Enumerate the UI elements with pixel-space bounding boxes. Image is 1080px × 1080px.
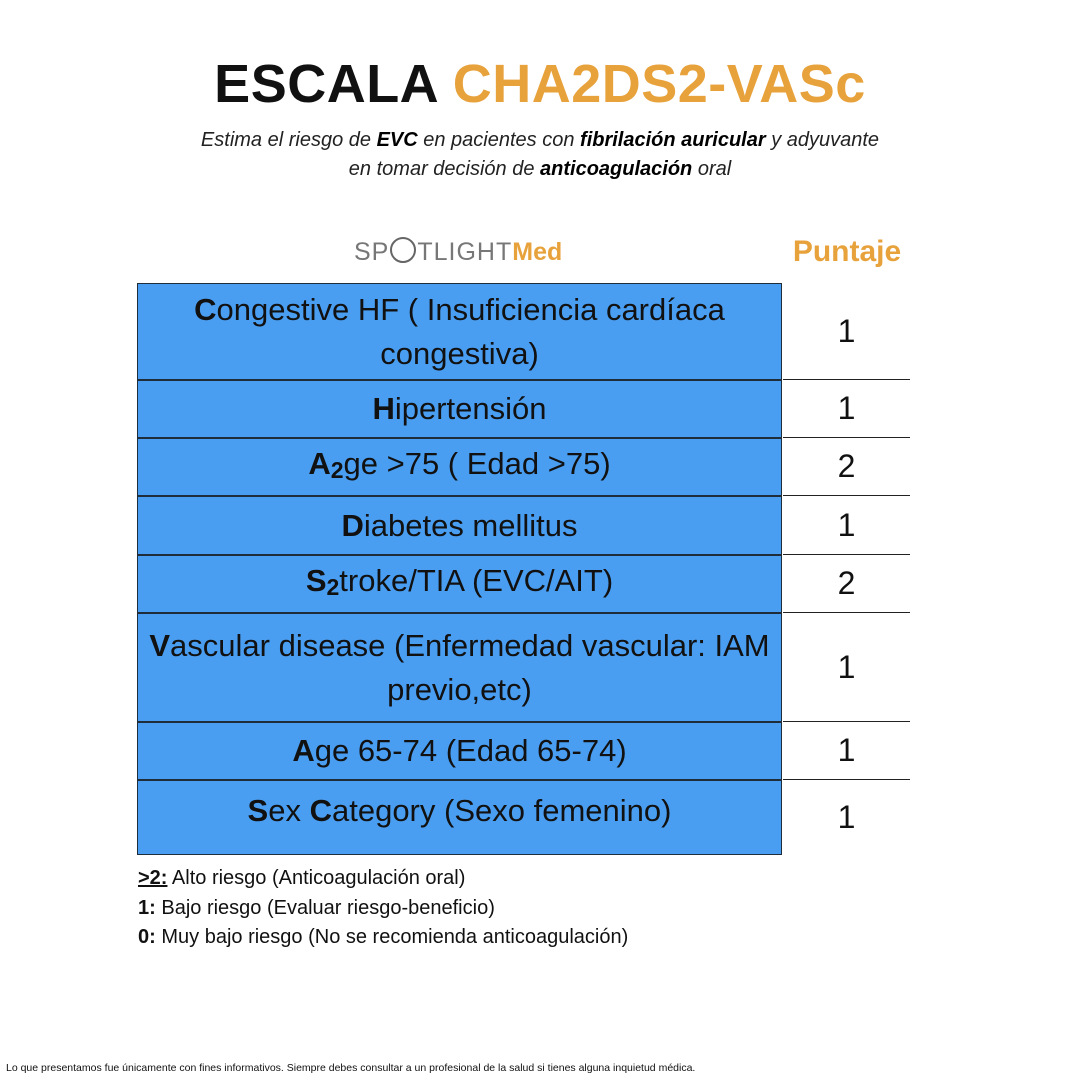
legend-text: Muy bajo riesgo (No se recomienda anticoagulación): [155, 926, 629, 948]
criterion-letter: C: [309, 793, 332, 828]
title-accent: CHA2DS2-VASc: [452, 54, 866, 114]
subtitle-bold: EVC: [376, 129, 418, 151]
criterion-text: ascular disease (Enfermedad vascular: IAM previo,etc): [170, 627, 770, 707]
criterion-subscript: 2: [326, 574, 340, 600]
criterion-letter: S: [305, 563, 327, 598]
criterion-letter: S: [247, 793, 269, 828]
legend-key: 0:: [138, 926, 156, 948]
criterion-cell: [137, 496, 782, 555]
legend-key: >2:: [138, 867, 168, 889]
criterion-letter: D: [341, 507, 364, 543]
score-cell: 1: [837, 799, 856, 835]
legend-item: [138, 923, 628, 953]
score-cell: 1: [783, 496, 910, 555]
criterion-letter: C: [194, 291, 217, 327]
criterion-text: ex: [268, 793, 310, 828]
criterion-text: ge >75 ( Edad >75): [343, 446, 611, 481]
criterion-letter: A: [292, 733, 315, 768]
criterion-text: ategory (Sexo femenino): [331, 793, 672, 828]
criterion-text: iabetes mellitus: [363, 507, 578, 543]
criterion-cell: [137, 283, 782, 380]
criterion-cell: [137, 438, 782, 496]
spotlightmed-logo: [354, 236, 562, 268]
criterion-cell: [137, 380, 782, 438]
subtitle-text: en pacientes con: [417, 129, 581, 151]
title-main: ESCALA: [214, 54, 438, 114]
criterion-cell: [137, 722, 782, 780]
criterion-text: ge 65-74 (Edad 65-74): [314, 733, 627, 768]
legend-item: [138, 864, 628, 894]
logo-text: SP: [354, 238, 390, 266]
score-cell: 1: [783, 380, 910, 438]
subtitle-text: en tomar decisión de: [348, 158, 541, 180]
score-cell: 1: [783, 722, 910, 780]
subtitle-text: Estima el riesgo de: [200, 129, 377, 151]
criterion-text: ongestive HF ( Insuficiencia cardíaca congestiva): [216, 291, 725, 371]
criterion-subscript: 2: [330, 457, 344, 483]
criterion-cell: [137, 555, 782, 613]
score-column-header: Puntaje: [792, 235, 902, 268]
criterion-text: ipertensión: [394, 391, 547, 426]
page-title: [0, 52, 1080, 116]
legend-text: Alto riesgo (Anticoagulación oral): [167, 867, 466, 889]
legend-text: Bajo riesgo (Evaluar riesgo-beneficio): [155, 896, 495, 919]
subtitle-text: y adyuvante: [765, 129, 880, 151]
criterion-letter: V: [149, 627, 171, 663]
logo-text: TLIGHT: [417, 238, 513, 266]
subtitle-bold: anticoagulación: [540, 158, 693, 180]
score-cell: 2: [783, 438, 910, 496]
legend-key: 1:: [138, 896, 156, 919]
subtitle-text: oral: [692, 158, 732, 180]
criterion-cell: [137, 780, 782, 855]
disclaimer-footer: Lo que presentamos fue únicamente con fines informativos. Siempre debes consultar a un profesional de la salud si tienes alguna inquietud médica.: [6, 1062, 696, 1074]
risk-legend: [138, 864, 628, 953]
spotlight-ring-icon: [390, 237, 416, 263]
score-cell: 1: [783, 613, 910, 722]
legend-item: [138, 894, 628, 924]
subtitle-bold: fibrilación auricular: [580, 129, 766, 151]
subtitle: [100, 126, 980, 184]
criterion-text: troke/TIA (EVC/AIT): [339, 563, 614, 598]
logo-accent: Med: [512, 238, 563, 266]
criterion-letter: A: [308, 446, 331, 481]
criterion-cell: [137, 613, 782, 722]
criterion-letter: H: [372, 391, 395, 426]
score-cell: 2: [783, 555, 910, 613]
score-cell: 1: [783, 283, 910, 380]
